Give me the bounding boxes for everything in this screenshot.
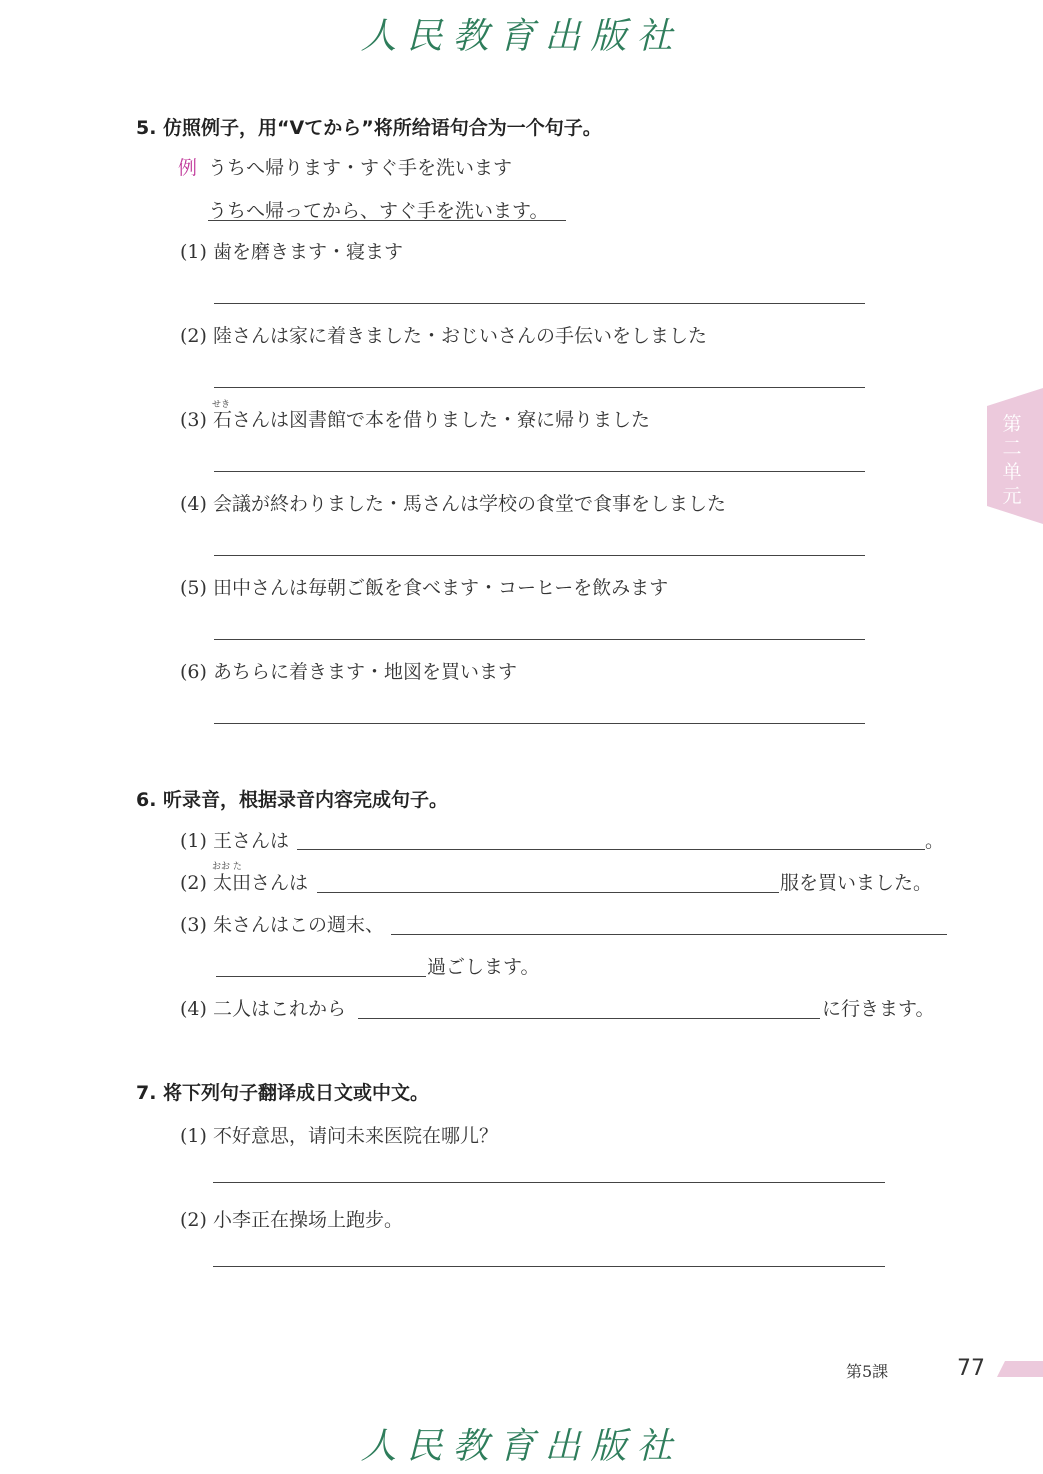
s7-answer-line-1[interactable] (213, 1182, 885, 1183)
s5-item-4: (4) 会議が終わりました・馬さんは学校の食堂で食事をしました (180, 493, 726, 515)
section7-heading: 7. 将下列句子翻译成日文或中文。 (136, 1082, 430, 1104)
lesson-label: 第5課 (846, 1362, 889, 1381)
s6-item-4-post: に行きます。 (822, 998, 935, 1020)
s6-blank-3b[interactable] (216, 976, 426, 977)
example-label: 例 (178, 157, 198, 179)
page-number: 77 (957, 1356, 985, 1381)
publisher-logo-top: 人民教育出版社 (360, 16, 683, 57)
s6-blank-3a[interactable] (391, 934, 947, 935)
s7-item-1: (1) 不好意思，请问未来医院在哪儿？ (180, 1125, 498, 1147)
unit-side-tab-label: 第二单元 (1002, 413, 1022, 507)
example-answer-underline (208, 220, 566, 221)
s5-answer-line-2[interactable] (214, 387, 865, 388)
s5-answer-line-5[interactable] (214, 639, 865, 640)
example-prompt: うちへ帰ります・すぐ手を洗います (208, 157, 513, 179)
s6-item-4-pre: (4) 二人はこれから (180, 998, 346, 1020)
s6-item-2-pre: (2) 太田さんは (180, 872, 308, 894)
s6-blank-2[interactable] (317, 892, 779, 893)
s6-item-1-pre: (1) 王さんは (180, 830, 289, 852)
s5-item-1: (1) 歯を磨きます・寝ます (180, 241, 403, 263)
example-answer: うちへ帰ってから、すぐ手を洗います。 (208, 200, 549, 222)
s6-item-3-pre: (3) 朱さんはこの週末、 (180, 914, 384, 936)
s5-item-5: (5) 田中さんは毎朝ご飯を食べます・コーヒーを飲みます (180, 577, 669, 599)
s6-item-1-post: 。 (925, 830, 945, 852)
ruby-seki: せき (212, 400, 231, 410)
section6-heading: 6. 听录音，根据录音内容完成句子。 (136, 789, 449, 811)
s6-item-2-post: 服を買いました。 (780, 872, 933, 894)
s6-item-3-cont: 過ごします。 (427, 956, 540, 978)
s5-answer-line-4[interactable] (214, 555, 865, 556)
s5-answer-line-6[interactable] (214, 723, 865, 724)
s5-answer-line-3[interactable] (214, 471, 865, 472)
s6-blank-1[interactable] (297, 849, 925, 850)
s6-blank-4[interactable] (358, 1018, 820, 1019)
s7-item-2: (2) 小李正在操场上跑步。 (180, 1209, 403, 1231)
s5-item-2: (2) 陸さんは家に着きました・おじいさんの手伝いをしました (180, 325, 707, 347)
publisher-logo-bottom: 人民教育出版社 (360, 1426, 683, 1467)
page-accent-bar (997, 1361, 1043, 1377)
section5-heading: 5. 仿照例子，用“Vてから”将所给语句合为一个句子。 (136, 117, 602, 139)
s5-item-6: (6) あちらに着きます・地図を買います (180, 661, 517, 683)
s5-item-3: (3) 石さんは図書館で本を借りました・寮に帰りました (180, 409, 650, 431)
s5-answer-line-1[interactable] (214, 303, 865, 304)
s7-answer-line-2[interactable] (213, 1266, 885, 1267)
ruby-oota: おお た (212, 862, 242, 872)
